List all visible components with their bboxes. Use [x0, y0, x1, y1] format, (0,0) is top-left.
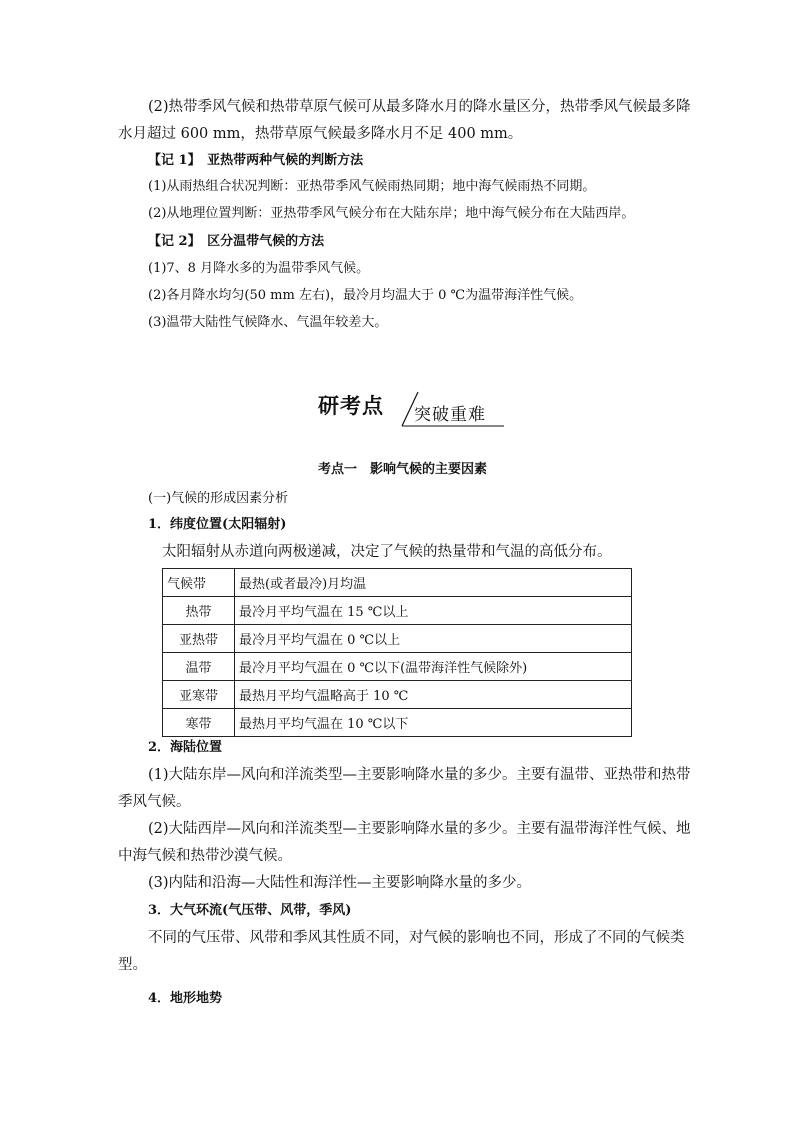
- section-subtitle: (一)气候的形成因素分析: [148, 491, 289, 506]
- paragraph-line: (2)热带季风气候和热带草原气候可从最多降水月的降水量区分，热带季风气候最多降: [148, 99, 691, 115]
- note-2-item: (2)各月降水均匀(50 mm 左右)，最冷月均温大于 0 ℃为温带海洋性气候。: [148, 288, 583, 303]
- section-banner: [318, 384, 508, 434]
- table-cell-temp: 最冷月平均气温在 0 ℃以下(温带海洋性气候除外): [235, 653, 632, 681]
- table-header-cell: 气候带: [163, 569, 235, 597]
- note-2-item: (3)温带大陆性气候降水、气温年较差大。: [148, 315, 388, 330]
- paragraph-line: 太阳辐射从赤道向两极递减，决定了气候的热量带和气温的高低分布。: [162, 544, 612, 560]
- section-title: 考点一 影响气候的主要因素: [318, 462, 488, 477]
- heading-sea-land: 2．海陆位置: [148, 740, 223, 755]
- table-cell-zone: 寒带: [163, 709, 235, 737]
- paragraph-line: 季风气候。: [118, 794, 191, 810]
- note-1-item: (2)从地理位置判断：亚热带季风气候分布在大陆东岸；地中海气候分布在大陆西岸。: [148, 206, 635, 221]
- note-2-title: 【记 2】 区分温带气候的方法: [148, 234, 325, 249]
- paragraph-line: 中海气候和热带沙漠气候。: [118, 848, 292, 864]
- table-row: [163, 625, 632, 653]
- table-cell-zone: 亚寒带: [163, 681, 235, 709]
- note-1-item: (1)从雨热组合状况判断：亚热带季风气候雨热同期；地中海气候雨热不同期。: [148, 179, 596, 194]
- note-1-title: 【记 1】 亚热带两种气候的判断方法: [148, 153, 364, 168]
- table-row: [163, 709, 632, 737]
- table-row: [163, 653, 632, 681]
- heading-terrain: 4．地形地势: [148, 991, 223, 1006]
- table-row: [163, 681, 632, 709]
- table-row: [163, 597, 632, 625]
- table-cell-temp: 最冷月平均气温在 15 ℃以上: [235, 597, 632, 625]
- table-header-cell: 最热(或者最冷)月均温: [235, 569, 632, 597]
- heading-circulation: 3．大气环流(气压带、风带，季风): [148, 903, 352, 918]
- paragraph-line: 不同的气压带、风带和季风其性质不同，对气候的影响也不同，形成了不同的气候类: [148, 930, 685, 946]
- paragraph-line: (2)大陆西岸—风向和洋流类型—主要影响降水量的多少。主要有温带海洋性气候、地: [148, 821, 691, 837]
- heading-latitude: 1．纬度位置(太阳辐射): [148, 517, 287, 532]
- paragraph-line: 型。: [118, 957, 147, 973]
- climate-zone-table: [162, 568, 632, 737]
- table-cell-temp: 最热月平均气温略高于 10 ℃: [235, 681, 632, 709]
- paragraph-line: (1)大陆东岸—风向和洋流类型—主要影响降水量的多少。主要有温带、亚热带和热带: [148, 767, 691, 783]
- banner-right-text: 突破重难: [414, 405, 486, 425]
- paragraph-line: 水月超过 600 mm，热带草原气候最多降水月不足 400 mm。: [118, 126, 523, 142]
- paragraph-line: (3)内陆和沿海—大陆性和海洋性—主要影响降水量的多少。: [148, 875, 532, 891]
- table-header-row: [163, 569, 632, 597]
- banner-left-text: 研考点: [318, 394, 384, 418]
- table-cell-temp: 最冷月平均气温在 0 ℃以上: [235, 625, 632, 653]
- table-cell-temp: 最热月平均气温在 10 ℃以下: [235, 709, 632, 737]
- table-cell-zone: 亚热带: [163, 625, 235, 653]
- table-cell-zone: 温带: [163, 653, 235, 681]
- table-cell-zone: 热带: [163, 597, 235, 625]
- note-2-item: (1)7、8 月降水多的为温带季风气候。: [148, 261, 370, 276]
